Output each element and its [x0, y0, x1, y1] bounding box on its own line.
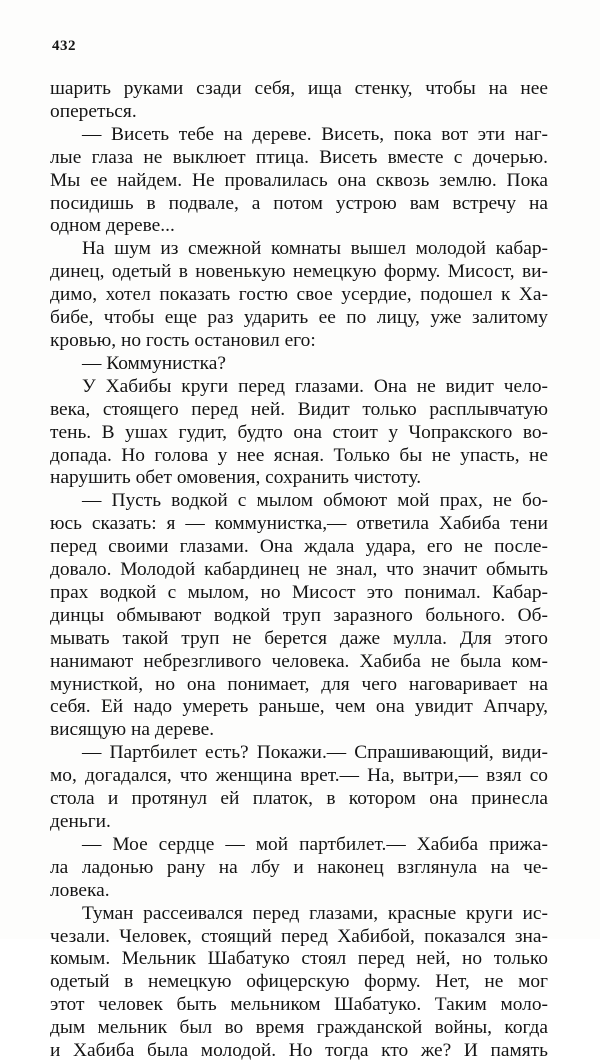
text-line: допада. Но голова у нее ясная. Только бы не упасть, не — [50, 444, 548, 466]
text-line: ла ладонью рану на лбу и наконец взглянула на че- — [50, 856, 548, 878]
text-line: и Хабиба была молодой. Но тогда кто же? И память — [50, 1040, 548, 1062]
body-text — [50, 78, 548, 1063]
text-line: — Пусть водкой с мылом обмоют мой прах, не бо- — [82, 490, 548, 512]
text-line: мо, догадался, что женщина врет.— На, вытри,— взял со — [50, 765, 548, 787]
text-line: этот человек быть мельником Шабатуко. Таким моло- — [50, 994, 548, 1016]
text-line: бибе, чтобы еще раз ударить ее по лицу, уже залитому — [50, 307, 548, 329]
text-line: — Партбилет есть? Покажи.— Спрашивающий, види- — [82, 742, 548, 764]
text-line: тень. В ушах гудит, будто она стоит у Чопракского во- — [50, 421, 548, 443]
text-line: мывать такой труп не берется даже мулла. Для этого — [50, 627, 548, 649]
text-line: опереться. — [50, 100, 137, 122]
text-line: шарить руками сзади себя, ища стенку, чтобы на нее — [50, 78, 548, 99]
text-line: довало. Молодой кабардинец не знал, что значит обмыть — [50, 559, 548, 581]
text-line: перед своими глазами. Она ждала удара, его не после- — [50, 536, 548, 558]
text-line: нанимают небрезгливого человека. Хабиба не была ком- — [50, 650, 548, 672]
text-line: — Висеть тебе на дереве. Висеть, пока вот эти наг- — [82, 123, 548, 145]
text-line: нарушить обет омовения, сохранить чистоту. — [50, 467, 422, 489]
text-line: одетый в немецкую офицерскую форму. Нет, не мог — [50, 971, 548, 993]
text-line: — Мое сердце — мой партбилет.— Хабиба прижа- — [82, 833, 548, 855]
text-line: прах водкой с мылом, но Мисост это понимал. Кабар- — [50, 581, 548, 603]
text-line: динцы обмывают водкой труп заразного больного. Об- — [50, 604, 548, 626]
text-line: динец, одетый в новенькую немецкую форму. Мисост, ви- — [50, 261, 548, 283]
text-line: дым мельник был во время гражданской войны, когда — [50, 1017, 548, 1039]
text-line: юсь сказать: я — коммунистка,— ответила Хабиба тени — [50, 513, 548, 535]
text-line: У Хабибы круги перед глазами. Она не видит чело- — [82, 375, 548, 397]
text-line: мунисткой, но она понимает, для чего наговаривает на — [50, 673, 548, 695]
text-line: посидишь в подвале, а потом устрою вам встречу на — [50, 192, 548, 214]
text-line: висящую на дереве. — [50, 719, 215, 741]
text-line: На шум из смежной комнаты вышел молодой кабар- — [82, 238, 548, 260]
text-line: кровью, но гость остановил его: — [50, 329, 316, 351]
text-line: века, стоящего перед ней. Видит только расплывчатую — [50, 398, 548, 420]
text-line: Мы ее найдем. Не провалилась она сквозь землю. Пока — [50, 169, 548, 191]
text-line: лые глаза не выклюет птица. Висеть вместе с дочерью. — [50, 146, 548, 168]
text-line: — Коммунистка? — [82, 352, 226, 374]
text-line: чезали. Человек, стоящий перед Хабибой, показался зна- — [50, 925, 548, 947]
text-line: комым. Мельник Шабатуко стоял перед ней, но только — [50, 948, 548, 970]
text-line: стола и протянул ей платок, в котором она принесла — [50, 788, 548, 810]
page-number: 432 — [52, 38, 76, 54]
text-line: Туман рассеивался перед глазами, красные круги ис- — [82, 902, 548, 924]
text-line: одном дереве... — [50, 215, 175, 237]
text-line: деньги. — [50, 811, 111, 832]
text-line: себя. Ей надо умереть раньше, чем она увидит Апчару, — [50, 696, 548, 718]
text-line: димо, хотел показать гостю свое усердие, подошел к Ха- — [50, 284, 548, 306]
text-line: ловека. — [50, 879, 110, 901]
